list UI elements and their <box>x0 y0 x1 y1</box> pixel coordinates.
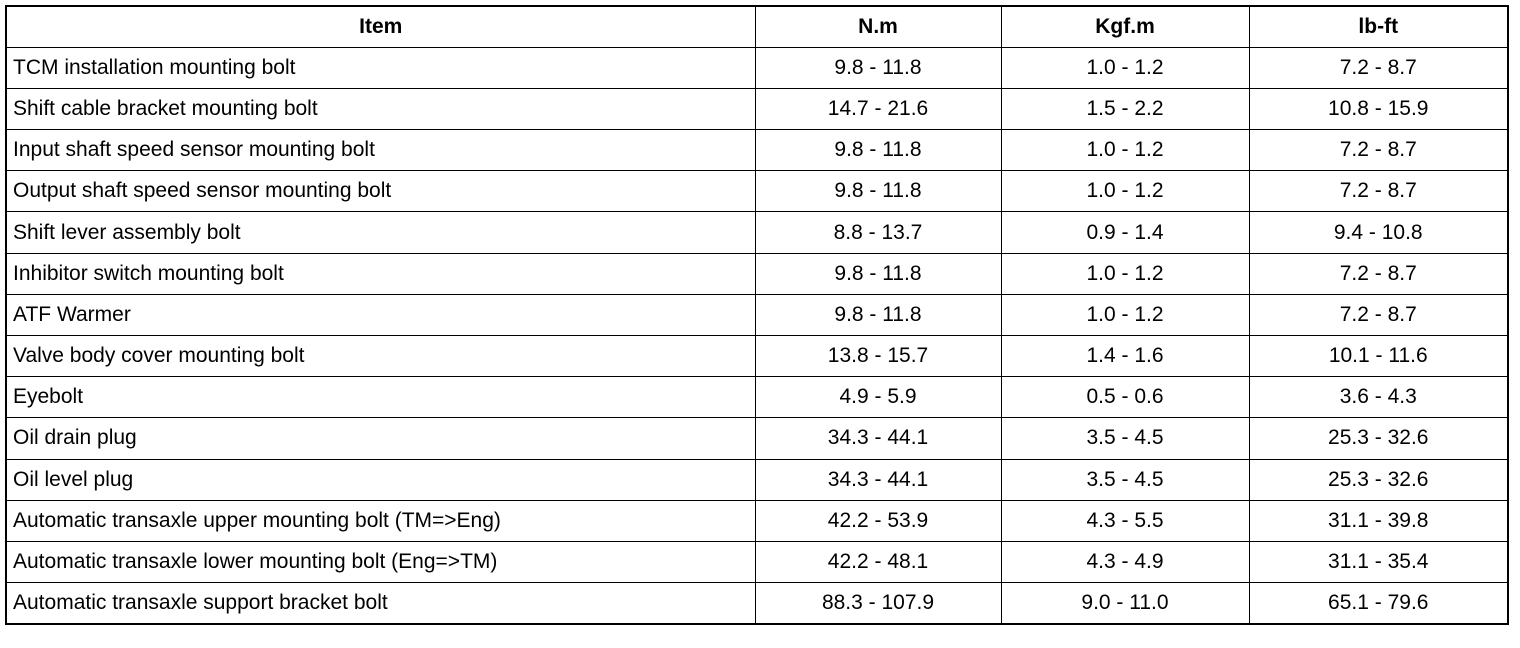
cell-lbft: 9.4 - 10.8 <box>1249 212 1508 253</box>
cell-nm: 34.3 - 44.1 <box>755 418 1001 459</box>
cell-nm: 13.8 - 15.7 <box>755 336 1001 377</box>
cell-item: Output shaft speed sensor mounting bolt <box>6 171 755 212</box>
cell-item: Automatic transaxle lower mounting bolt (Eng=>TM) <box>6 541 755 582</box>
cell-kgfm: 1.0 - 1.2 <box>1001 130 1249 171</box>
table-row <box>6 377 1508 418</box>
cell-lbft: 3.6 - 4.3 <box>1249 377 1508 418</box>
table-row <box>6 212 1508 253</box>
cell-nm: 34.3 - 44.1 <box>755 459 1001 500</box>
header-nm: N.m <box>755 6 1001 47</box>
cell-lbft: 7.2 - 8.7 <box>1249 253 1508 294</box>
cell-item: Valve body cover mounting bolt <box>6 336 755 377</box>
header-lbft: lb-ft <box>1249 6 1508 47</box>
table-row <box>6 336 1508 377</box>
header-kgfm: Kgf.m <box>1001 6 1249 47</box>
table-row <box>6 500 1508 541</box>
cell-kgfm: 0.9 - 1.4 <box>1001 212 1249 253</box>
cell-lbft: 10.1 - 11.6 <box>1249 336 1508 377</box>
table-row <box>6 47 1508 88</box>
cell-nm: 9.8 - 11.8 <box>755 130 1001 171</box>
table-header-row <box>6 6 1508 47</box>
cell-lbft: 7.2 - 8.7 <box>1249 171 1508 212</box>
cell-lbft: 7.2 - 8.7 <box>1249 47 1508 88</box>
cell-nm: 8.8 - 13.7 <box>755 212 1001 253</box>
cell-item: Eyebolt <box>6 377 755 418</box>
table-row <box>6 541 1508 582</box>
cell-nm: 88.3 - 107.9 <box>755 583 1001 624</box>
cell-nm: 9.8 - 11.8 <box>755 47 1001 88</box>
cell-kgfm: 1.5 - 2.2 <box>1001 88 1249 129</box>
cell-kgfm: 1.0 - 1.2 <box>1001 294 1249 335</box>
table-row <box>6 459 1508 500</box>
cell-nm: 9.8 - 11.8 <box>755 171 1001 212</box>
table-row <box>6 583 1508 624</box>
table-body <box>6 47 1508 624</box>
cell-kgfm: 1.4 - 1.6 <box>1001 336 1249 377</box>
cell-item: TCM installation mounting bolt <box>6 47 755 88</box>
cell-lbft: 31.1 - 39.8 <box>1249 500 1508 541</box>
cell-kgfm: 1.0 - 1.2 <box>1001 253 1249 294</box>
cell-nm: 9.8 - 11.8 <box>755 294 1001 335</box>
table-row <box>6 130 1508 171</box>
cell-nm: 14.7 - 21.6 <box>755 88 1001 129</box>
table-row <box>6 253 1508 294</box>
cell-item: Automatic transaxle support bracket bolt <box>6 583 755 624</box>
cell-nm: 9.8 - 11.8 <box>755 253 1001 294</box>
table-row <box>6 88 1508 129</box>
torque-spec-table <box>5 5 1509 625</box>
table-row <box>6 294 1508 335</box>
cell-kgfm: 3.5 - 4.5 <box>1001 459 1249 500</box>
cell-item: Automatic transaxle upper mounting bolt (TM=>Eng) <box>6 500 755 541</box>
cell-lbft: 25.3 - 32.6 <box>1249 459 1508 500</box>
cell-kgfm: 4.3 - 4.9 <box>1001 541 1249 582</box>
cell-kgfm: 1.0 - 1.2 <box>1001 47 1249 88</box>
table-row <box>6 171 1508 212</box>
cell-item: Oil drain plug <box>6 418 755 459</box>
cell-item: ATF Warmer <box>6 294 755 335</box>
cell-lbft: 10.8 - 15.9 <box>1249 88 1508 129</box>
cell-item: Input shaft speed sensor mounting bolt <box>6 130 755 171</box>
cell-item: Shift lever assembly bolt <box>6 212 755 253</box>
cell-kgfm: 9.0 - 11.0 <box>1001 583 1249 624</box>
cell-kgfm: 1.0 - 1.2 <box>1001 171 1249 212</box>
cell-lbft: 25.3 - 32.6 <box>1249 418 1508 459</box>
cell-lbft: 31.1 - 35.4 <box>1249 541 1508 582</box>
cell-kgfm: 4.3 - 5.5 <box>1001 500 1249 541</box>
cell-nm: 42.2 - 53.9 <box>755 500 1001 541</box>
cell-lbft: 65.1 - 79.6 <box>1249 583 1508 624</box>
cell-item: Shift cable bracket mounting bolt <box>6 88 755 129</box>
table-row <box>6 418 1508 459</box>
header-item: Item <box>6 6 755 47</box>
cell-nm: 4.9 - 5.9 <box>755 377 1001 418</box>
cell-item: Oil level plug <box>6 459 755 500</box>
cell-lbft: 7.2 - 8.7 <box>1249 130 1508 171</box>
cell-kgfm: 0.5 - 0.6 <box>1001 377 1249 418</box>
cell-lbft: 7.2 - 8.7 <box>1249 294 1508 335</box>
cell-nm: 42.2 - 48.1 <box>755 541 1001 582</box>
cell-kgfm: 3.5 - 4.5 <box>1001 418 1249 459</box>
cell-item: Inhibitor switch mounting bolt <box>6 253 755 294</box>
